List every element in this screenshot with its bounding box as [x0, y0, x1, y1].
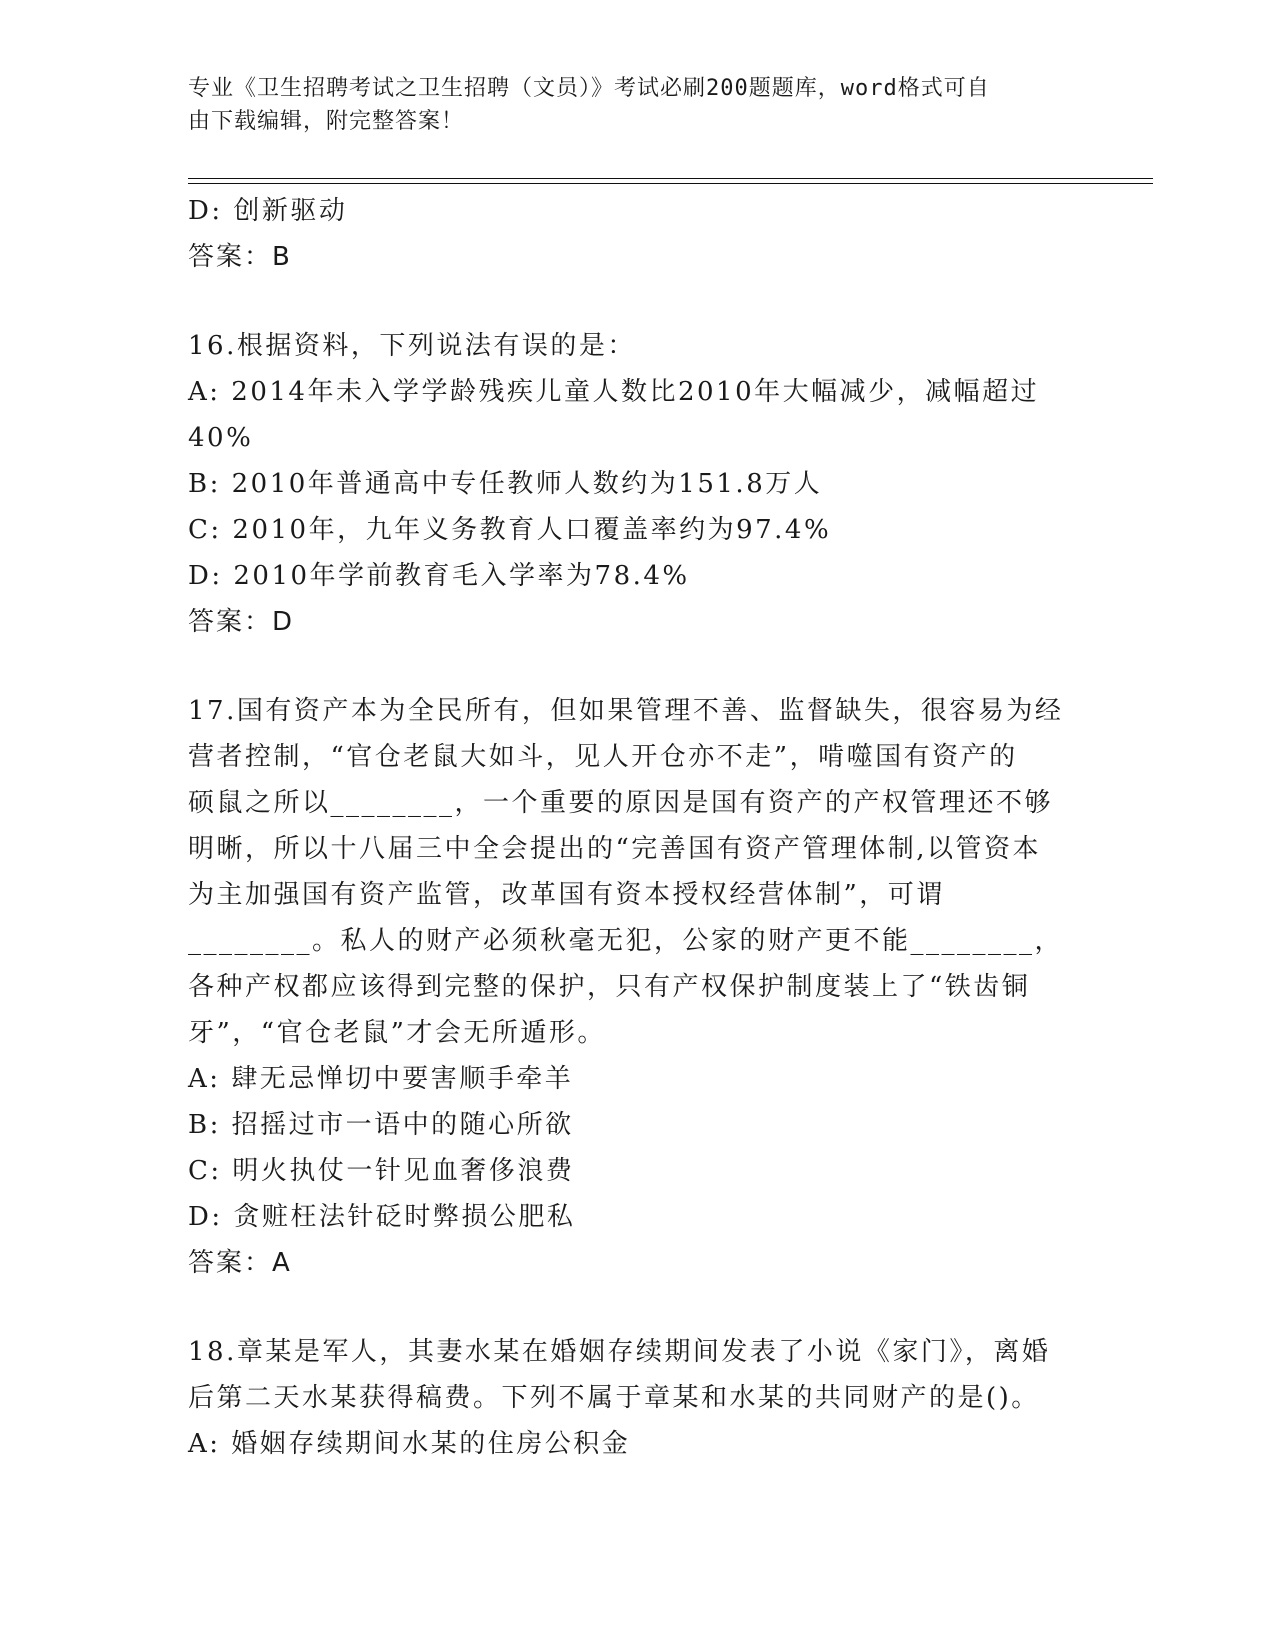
question-stem: 16.根据资料，下列说法有误的是：	[188, 331, 636, 361]
question-stem-line: 后第二天水某获得稿费。下列不属于章某和水某的共同财产的是()。	[188, 1383, 1040, 1413]
option-a: A: 肆无忌惮切中要害顺手牵羊	[188, 1064, 574, 1094]
question-16	[188, 323, 1088, 645]
document-body	[188, 188, 1088, 1467]
document-header	[188, 72, 1088, 138]
question-stem-line: 17.国有资产本为全民所有，但如果管理不善、监督缺失，很容易为经	[188, 696, 1064, 726]
question-stem-line: 为主加强国有资产监管，改革国有资本授权经营体制”，可谓	[188, 880, 945, 910]
question-18	[188, 1329, 1088, 1467]
header-line-2: 由下载编辑，附完整答案！	[188, 109, 465, 134]
option-d: D: 2010年学前教育毛入学率为78.4%	[188, 561, 690, 591]
option-a: A: 婚姻存续期间水某的住房公积金	[188, 1429, 631, 1459]
spacer	[188, 280, 1088, 323]
question-stem-line: 18.章某是军人，其妻水某在婚姻存续期间发表了小说《家门》，离婚	[188, 1337, 1051, 1367]
option-d: D: 贪赃枉法针砭时弊损公肥私	[188, 1202, 576, 1232]
question-stem-line: 明晰，所以十八届三中全会提出的“完善国有资产管理体制,以管资本	[188, 834, 1042, 864]
option-d: D: 创新驱动	[188, 196, 348, 226]
spacer	[188, 645, 1088, 688]
question-17	[188, 688, 1088, 1286]
spacer	[188, 1286, 1088, 1329]
option-c: C: 明火执仗一针见血奢侈浪费	[188, 1156, 575, 1186]
option-b: B: 招摇过市一语中的随心所欲	[188, 1110, 574, 1140]
answer: 答案：D	[188, 607, 295, 637]
question-15-tail	[188, 188, 1088, 280]
header-rule-top	[188, 178, 1153, 179]
option-a: A: 2014年未入学学龄残疾儿童人数比2010年大幅减少，减幅超过	[188, 377, 1040, 407]
answer: 答案：B	[188, 242, 292, 272]
question-stem-line: 硕鼠之所以________，一个重要的原因是国有资产的产权管理还不够	[188, 788, 1054, 818]
question-stem-line: 营者控制，“官仓老鼠大如斗，见人开仓亦不走”，啃噬国有资产的	[188, 742, 1018, 772]
question-stem-line: 各种产权都应该得到完整的保护，只有产权保护制度装上了“铁齿铜	[188, 972, 1031, 1002]
option-a-continued: 40%	[188, 423, 254, 453]
option-b: B: 2010年普通高中专任教师人数约为151.8万人	[188, 469, 823, 499]
header-rule-bottom	[188, 183, 1153, 184]
question-stem-line: 牙”，“官仓老鼠”才会无所遁形。	[188, 1018, 606, 1048]
question-stem-line: ________。私人的财产必须秋毫无犯，公家的财产更不能________，	[188, 926, 1064, 956]
header-line-1: 专业《卫生招聘考试之卫生招聘（文员）》考试必刷200题题库，word格式可自	[188, 76, 990, 101]
answer: 答案：A	[188, 1248, 292, 1278]
option-c: C: 2010年，九年义务教育人口覆盖率约为97.4%	[188, 515, 832, 545]
